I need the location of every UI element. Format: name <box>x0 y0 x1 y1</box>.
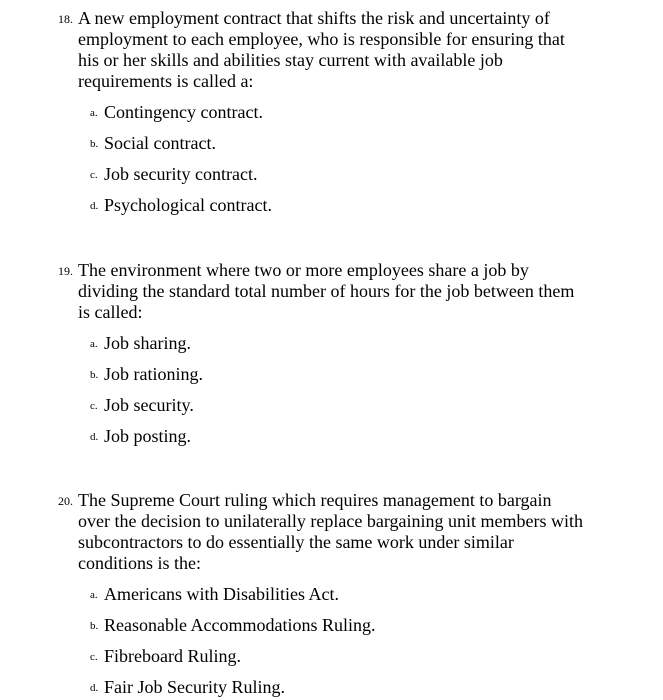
question-stem <box>58 8 588 92</box>
question-20 <box>0 490 663 698</box>
option-text: Job security. <box>104 395 194 415</box>
question-19 <box>0 260 663 447</box>
option-text: Americans with Disabilities Act. <box>104 584 339 604</box>
option-d[interactable] <box>90 195 663 216</box>
option-letter: b. <box>90 138 99 150</box>
option-text: Contingency contract. <box>104 102 263 122</box>
question-18 <box>0 8 663 216</box>
option-letter: d. <box>90 431 99 443</box>
option-text: Reasonable Accommodations Ruling. <box>104 615 376 635</box>
question-stem <box>58 260 588 323</box>
question-number: 19. <box>58 264 73 278</box>
option-letter: d. <box>90 682 99 694</box>
option-text: Psychological contract. <box>104 195 272 215</box>
option-text: Job security contract. <box>104 164 258 184</box>
option-text: Job posting. <box>104 426 192 446</box>
question-stem <box>58 490 588 574</box>
option-a[interactable] <box>90 333 663 354</box>
option-letter: b. <box>90 620 99 632</box>
option-letter: c. <box>90 169 98 181</box>
option-letter: a. <box>90 107 98 119</box>
option-d[interactable] <box>90 677 663 698</box>
option-text: Fair Job Security Ruling. <box>104 677 285 697</box>
option-a[interactable] <box>90 102 663 123</box>
option-letter: c. <box>90 651 98 663</box>
option-d[interactable] <box>90 426 663 447</box>
option-text: Job rationing. <box>104 364 203 384</box>
option-b[interactable] <box>90 364 663 385</box>
option-b[interactable] <box>90 133 663 154</box>
option-c[interactable] <box>90 646 663 667</box>
question-text: A new employment contract that shifts the risk and uncertainty of employment to each employee, who is responsible for ensuring that his or her skills and abilities stay current with available job requirements is called a: <box>78 8 565 91</box>
option-text: Social contract. <box>104 133 216 153</box>
option-a[interactable] <box>90 584 663 605</box>
option-b[interactable] <box>90 615 663 636</box>
question-text: The Supreme Court ruling which requires management to bargain over the decision to unilaterally replace bargaining unit members with subcontractors to do essentially the same work under similar conditions is the: <box>78 490 584 573</box>
option-c[interactable] <box>90 164 663 185</box>
option-letter: d. <box>90 200 99 212</box>
option-text: Fibreboard Ruling. <box>104 646 241 666</box>
option-letter: a. <box>90 589 98 601</box>
option-letter: b. <box>90 369 99 381</box>
question-number: 18. <box>58 12 73 26</box>
option-letter: c. <box>90 400 98 412</box>
option-letter: a. <box>90 338 98 350</box>
option-c[interactable] <box>90 395 663 416</box>
question-text: The environment where two or more employees share a job by dividing the standard total number of hours for the job between them is called: <box>78 260 575 322</box>
option-text: Job sharing. <box>104 333 191 353</box>
question-number: 20. <box>58 494 73 508</box>
